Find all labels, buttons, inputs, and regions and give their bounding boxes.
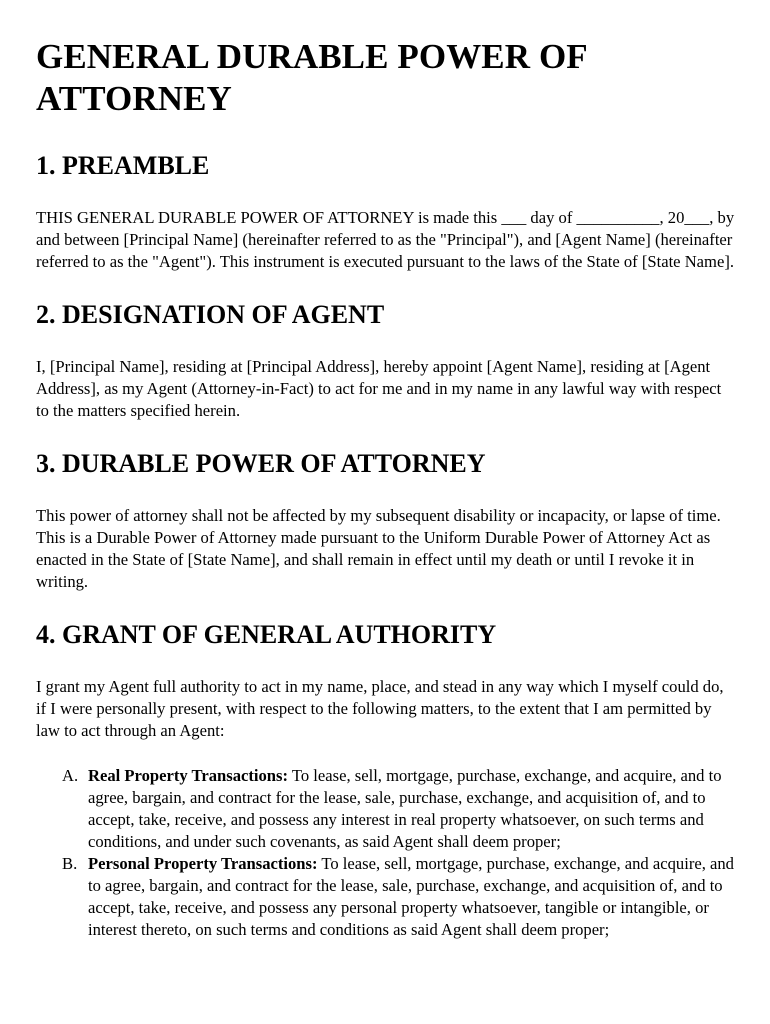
section-body: THIS GENERAL DURABLE POWER OF ATTORNEY is made this ___ day of __________, 20___, by and between [Principal Name] (hereinafter referred to as the "Principal"), and [Agent Name] (hereinafter referred to as the "Agent"). This instrument is executed pursuant to the laws of the State of [State Name]. bbox=[36, 208, 735, 271]
list-item bbox=[62, 853, 736, 941]
section-grant-of-authority bbox=[36, 620, 736, 941]
section-body: I grant my Agent full authority to act in my name, place, and stead in any way which I myself could do, if I were personally present, with respect to the following matters, to the extent that I am permitted by law to act through an Agent: bbox=[36, 677, 724, 740]
item-lead: Real Property Transactions: bbox=[88, 766, 289, 785]
list-marker: A. bbox=[62, 766, 79, 785]
item-text: To lease, sell, mortgage, purchase, exchange, and acquire, and to agree, bargain, and contract for the lease, sale, purchase, exchange, and acquisition of, and to accept, take, receive, and possess any personal property whatsoever, tangible or intangible, or interest thereto, on such terms and conditions as said Agent shall deem proper; bbox=[88, 854, 734, 939]
section-durable-power bbox=[36, 449, 736, 593]
document-page bbox=[36, 36, 736, 941]
section-heading: 3. DURABLE POWER OF ATTORNEY bbox=[36, 449, 486, 478]
list-item bbox=[62, 765, 736, 853]
section-body: This power of attorney shall not be affected by my subsequent disability or incapacity, or lapse of time. This is a Durable Power of Attorney made pursuant to the Uniform Durable Power of Attorney Act as enacted in the State of [State Name], and shall remain in effect until my death or until I revoke it in writing. bbox=[36, 506, 721, 591]
section-designation-of-agent bbox=[36, 300, 736, 422]
item-text: To lease, sell, mortgage, purchase, exchange, and acquire, and to agree, bargain, and contract for the lease, sale, purchase, exchange, and acquisition of, and to accept, take, receive, and possess any interest in real property whatsoever, on such terms and conditions, and under such covenants, as said Agent shall deem proper; bbox=[88, 766, 722, 851]
section-heading: 4. GRANT OF GENERAL AUTHORITY bbox=[36, 620, 497, 649]
authority-list bbox=[36, 765, 736, 941]
item-lead: Personal Property Transactions: bbox=[88, 854, 318, 873]
list-marker: B. bbox=[62, 854, 78, 873]
section-preamble bbox=[36, 151, 736, 273]
document-title: GENERAL DURABLE POWER OF ATTORNEY bbox=[36, 37, 587, 118]
section-heading: 2. DESIGNATION OF AGENT bbox=[36, 300, 385, 329]
section-heading: 1. PREAMBLE bbox=[36, 151, 210, 180]
section-body: I, [Principal Name], residing at [Principal Address], hereby appoint [Agent Name], residing at [Agent Address], as my Agent (Attorney-in-Fact) to act for me and in my name in any lawful way with respect to the matters specified herein. bbox=[36, 357, 722, 420]
